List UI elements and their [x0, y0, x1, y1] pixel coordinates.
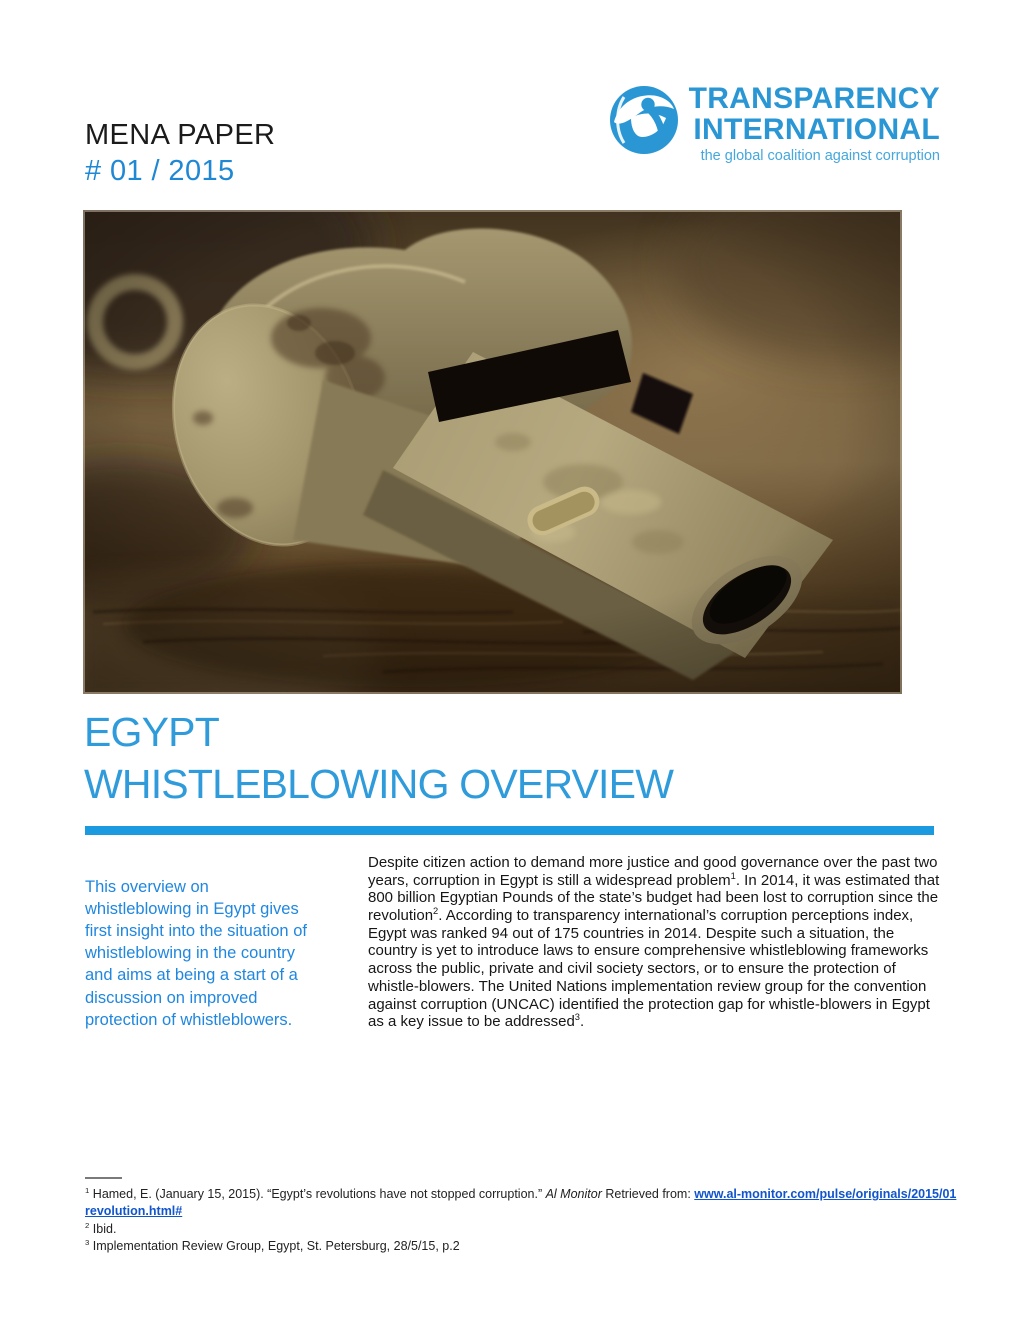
footnote-1-text: Hamed, E. (January 15, 2015). “Egypt’s revolutions have not stopped corruption.” — [89, 1187, 546, 1201]
paper-issue-number: # 01 / 2015 — [85, 155, 235, 187]
footnote-3-marker: 3 — [85, 1237, 90, 1247]
intro-paragraph: This overview on whistleblowing in Egypt gives first insight into the situation of whistleblowing in the country and aims at being a start of a discussion on improved protection of whistleblowers. — [85, 878, 307, 1029]
footnote-1-link-continuation — [85, 1203, 1010, 1220]
footnote-ref-1: 1 — [730, 870, 736, 881]
masthead — [85, 119, 275, 188]
footnote-3-text: Implementation Review Group, Egypt, St. Petersburg, 28/5/15, p.2 — [89, 1238, 460, 1253]
logo-word-international: INTERNATIONAL — [693, 112, 940, 146]
footnote-ref-2: 2 — [433, 906, 439, 917]
transparency-international-logo — [608, 84, 940, 164]
footnote-ref-3: 3 — [574, 1012, 580, 1023]
logo-tagline: the global coalition against corruption — [700, 148, 940, 165]
footnote-2-marker: 2 — [85, 1220, 90, 1230]
body-text-2: . In 2014, it was estimated that 800 billion Egyptian Pounds of the state’s budget had been lost to corruption since the revolution — [368, 871, 940, 925]
footnotes — [85, 1186, 1010, 1255]
body-text-4: . — [579, 1013, 585, 1031]
footnote-1 — [85, 1186, 1010, 1203]
footnote-1-link-line1[interactable]: www.al-monitor.com/pulse/originals/2015/01 — [694, 1187, 957, 1201]
title-line-1: EGYPT — [84, 709, 219, 755]
ti-globe-logo-icon — [608, 84, 680, 156]
footnote-2-text: Ibid. — [89, 1221, 117, 1236]
logo-word-transparency: TRANSPARENCY — [688, 82, 940, 115]
body-text-3: . According to transparency international’s corruption perceptions index, Egypt was ranked 94 out of 175 countries in 2014. Despite such a situation, the country is yet to introduce laws to ensure comprehensive whistleblowing frameworks across the public, private and civil society sectors, or to ensure the protection of whistle-blowers. The United Nations implementation review group for the convention against corruption (UNCAC) identified the protection gap for whistle-blowers in Egypt as a key issue to be addressed — [368, 907, 930, 1031]
footnote-1-source-title: Al Monitor — [545, 1187, 602, 1201]
body-text-1: Despite citizen action to demand more justice and good governance over the past two years, corruption in Egypt is still a widespread problem — [368, 854, 938, 889]
logo-wordmark — [689, 84, 940, 164]
paper-series-label: MENA PAPER — [85, 119, 276, 151]
footnote-1-marker: 1 — [85, 1186, 90, 1195]
body-paragraph — [368, 854, 942, 1031]
footnote-1-link-line2[interactable]: revolution.html# — [85, 1204, 183, 1219]
title-line-2: WHISTLEBLOWING OVERVIEW — [84, 761, 674, 808]
whistle-photo — [83, 210, 902, 694]
title-underline-rule — [85, 826, 934, 835]
footnote-2 — [85, 1221, 1010, 1238]
footnote-divider — [85, 1177, 122, 1179]
footnote-1-text-2: Retrieved from: — [601, 1187, 695, 1201]
page-title — [84, 706, 673, 811]
footnote-3 — [85, 1238, 1010, 1255]
